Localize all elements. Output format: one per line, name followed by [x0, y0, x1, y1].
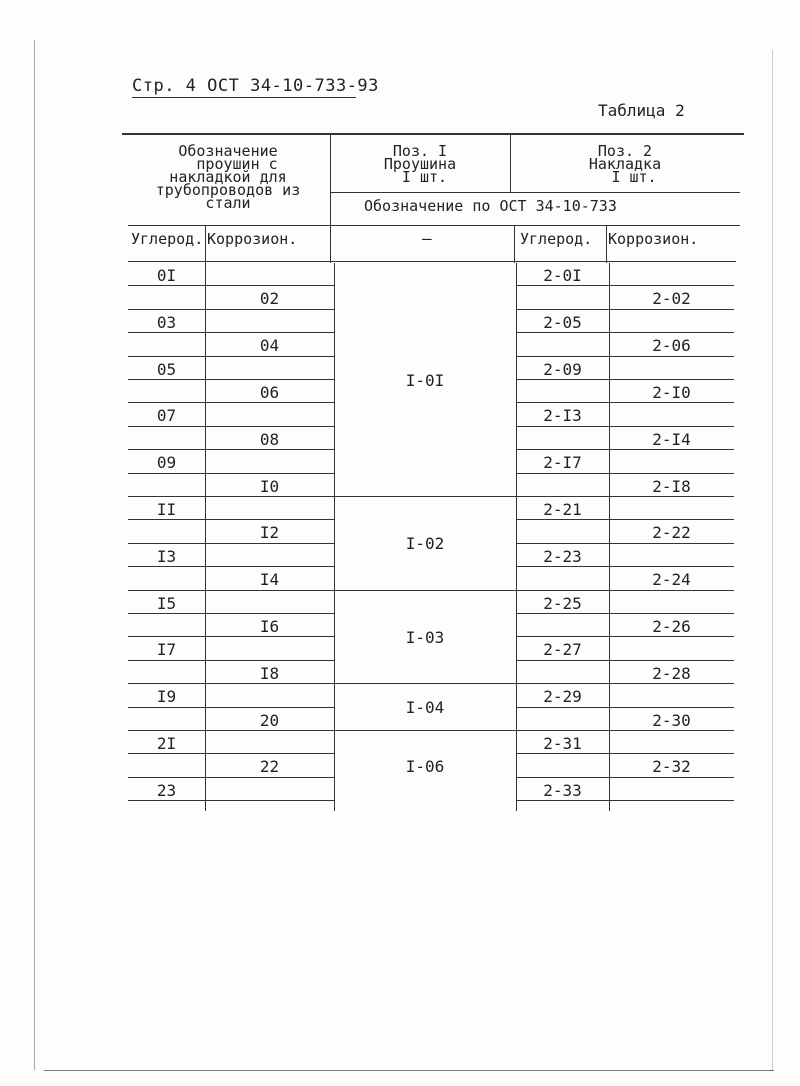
row-rule-left [128, 519, 334, 520]
cell-pos2-carbon: 2-27 [543, 640, 582, 660]
cell-pos2-corrosion: 2-28 [652, 663, 691, 683]
row-rule-right [516, 777, 734, 778]
header-ost-designation: Обозначение по ОСТ 34-10-733 [364, 197, 617, 215]
cell-corrosion: 08 [259, 429, 280, 449]
row-rule-left [128, 566, 334, 567]
cell-pos2-corrosion: 2-I8 [652, 476, 691, 496]
cell-pos1-group: I-03 [405, 627, 445, 647]
row-rule-right [516, 660, 734, 661]
row-rule-left [128, 473, 334, 474]
row-rule-right [516, 379, 734, 380]
row-rule-right [516, 566, 734, 567]
page-title: Стр. 4 ОСТ 34-10-733-93 [132, 76, 379, 96]
cell-pos1-group: I-0I [405, 370, 445, 390]
row-rule-right [516, 636, 734, 637]
row-rule-right [516, 309, 734, 310]
cell-pos2-carbon: 2-33 [543, 780, 582, 800]
row-rule-right [516, 402, 734, 403]
cell-carbon: I3 [156, 546, 177, 566]
header-subrule [330, 192, 740, 193]
cell-pos2-carbon: 2-23 [543, 546, 582, 566]
cell-pos2-carbon: 2-0I [543, 266, 582, 285]
row-rule-left [128, 636, 334, 637]
header-divider-corrosion2 [606, 225, 607, 263]
header-corrosion-2: Коррозион. [608, 230, 699, 248]
cell-carbon: II [156, 500, 177, 519]
header-divider-pos1 [330, 225, 331, 263]
row-rule-right [516, 332, 734, 333]
cell-pos1-group: I-02 [405, 534, 445, 554]
row-rule-left [128, 379, 334, 380]
cell-corrosion: I6 [259, 617, 280, 636]
cell-corrosion: 06 [259, 383, 280, 402]
cell-pos2-corrosion: 2-06 [652, 336, 691, 356]
row-rule-left [128, 309, 334, 310]
cell-pos2-corrosion: 2-26 [652, 617, 691, 636]
cell-pos2-corrosion: 2-24 [652, 570, 691, 590]
row-rule-left [128, 402, 334, 403]
row-rule-left [128, 613, 334, 614]
cell-pos2-carbon: 2-09 [543, 359, 582, 379]
row-rule-right [516, 473, 734, 474]
cell-corrosion: I8 [259, 663, 280, 683]
cell-carbon: 05 [156, 359, 177, 379]
scan-margin-line [34, 40, 35, 1070]
row-rule-left [128, 753, 334, 754]
page-bottom-line [44, 1070, 774, 1071]
row-rule-right [516, 426, 734, 427]
cell-pos2-corrosion: 2-30 [652, 710, 691, 730]
pos1-group-rule [334, 590, 516, 591]
cell-carbon: 0I [156, 266, 177, 285]
cell-pos2-corrosion: 2-02 [652, 289, 691, 309]
cell-carbon: 03 [156, 312, 177, 332]
cell-pos2-carbon: 2-05 [543, 312, 582, 332]
header-divider-pos2 [514, 225, 515, 263]
row-rule-left [128, 496, 334, 497]
cell-carbon: 23 [156, 780, 177, 800]
cell-corrosion: 04 [259, 336, 280, 356]
cell-carbon: 09 [156, 453, 177, 473]
title-underline [132, 97, 356, 98]
row-rule-right [516, 449, 734, 450]
cell-carbon: I5 [156, 593, 177, 613]
header-dash: – [422, 229, 432, 248]
row-rule-left [128, 543, 334, 544]
row-rule-right [516, 707, 734, 708]
pos1-group-rule [334, 496, 516, 497]
header-pos1: Поз. I Проушина I шт. [383, 142, 457, 186]
cell-corrosion: 22 [259, 757, 280, 777]
header-pos2: Поз. 2 Накладка I шт. [588, 142, 662, 186]
table-top-rule [122, 133, 744, 135]
cell-pos2-corrosion: 2-22 [652, 523, 691, 543]
cell-pos2-corrosion: 2-32 [652, 757, 691, 777]
scan-margin-line-right [772, 50, 773, 1070]
header-divider-carbon [205, 225, 206, 263]
header-divider-2 [510, 133, 511, 193]
row-rule-left [128, 590, 334, 591]
row-rule-right [516, 730, 734, 731]
header-carbon-2: Углерод. [520, 230, 593, 248]
cell-corrosion: 20 [259, 710, 280, 730]
table-label: Таблица 2 [598, 101, 685, 120]
cell-pos2-carbon: 2-31 [543, 734, 582, 753]
cell-pos2-carbon: 2-21 [543, 500, 582, 519]
cell-corrosion: I4 [259, 570, 280, 590]
cell-pos2-carbon: 2-I3 [543, 406, 582, 426]
header-bottom-rule [128, 225, 740, 226]
row-rule-left [128, 449, 334, 450]
row-rule-left [128, 683, 334, 684]
cell-pos2-carbon: 2-25 [543, 593, 582, 613]
row-rule-right [516, 496, 734, 497]
row-rule-left [128, 426, 334, 427]
cell-corrosion: I0 [259, 476, 280, 496]
row-rule-left [128, 660, 334, 661]
row-rule-left [128, 730, 334, 731]
cell-carbon: I7 [156, 640, 177, 660]
cell-pos1-group: I-04 [405, 698, 445, 718]
cell-pos2-carbon: 2-I7 [543, 453, 582, 473]
row-rule-left [128, 332, 334, 333]
cell-pos2-corrosion: 2-I4 [652, 429, 691, 449]
row-rule-right [516, 613, 734, 614]
pos1-group-rule [334, 683, 516, 684]
row-rule-left [128, 800, 334, 801]
header-carbon: Углерод. [131, 230, 204, 248]
row-rule-right [516, 519, 734, 520]
header-corrosion: Коррозион. [207, 230, 298, 248]
row-rule-right [516, 356, 734, 357]
row-rule-left [128, 777, 334, 778]
row-rule-right [516, 590, 734, 591]
header-final-rule [128, 261, 736, 262]
cell-carbon: I9 [156, 687, 177, 707]
header-designation: Обозначение проушин с накладкой для трубопроводов из стали [155, 142, 301, 212]
row-rule-left [128, 707, 334, 708]
cell-carbon: 2I [156, 734, 177, 753]
row-rule-right [516, 285, 734, 286]
row-rule-left [128, 356, 334, 357]
cell-corrosion: I2 [259, 523, 280, 543]
cell-carbon: 07 [156, 406, 177, 426]
cell-pos1-group: I-06 [405, 756, 445, 776]
row-rule-right [516, 543, 734, 544]
cell-pos2-carbon: 2-29 [543, 687, 582, 707]
column-rule-pos2 [516, 263, 517, 811]
row-rule-right [516, 683, 734, 684]
pos1-group-rule [334, 730, 516, 731]
row-rule-right [516, 800, 734, 801]
header-divider-1 [330, 133, 331, 225]
row-rule-left [128, 285, 334, 286]
cell-corrosion: 02 [259, 289, 280, 309]
cell-pos2-corrosion: 2-I0 [652, 383, 691, 402]
row-rule-right [516, 753, 734, 754]
